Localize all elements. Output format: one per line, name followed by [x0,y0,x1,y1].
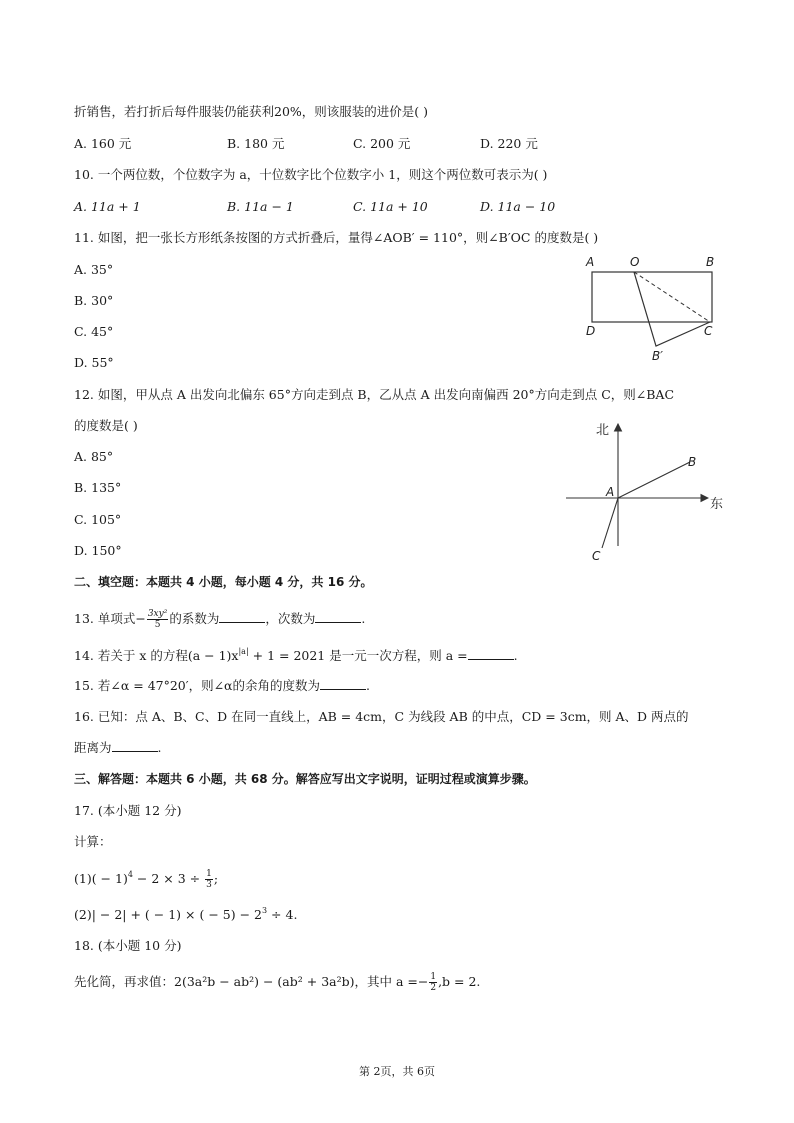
label-b: B [706,255,715,269]
label-a: A [606,485,615,499]
q13-blank-degree[interactable] [315,610,361,623]
ray-ac [602,498,618,548]
folded-flap [634,272,710,346]
q10-stem: 10. 一个两位数，个位数字为 a，十位数字比个位数字小 1，则这个两位数可表示为( ) [74,167,548,182]
q18-prefix: 先化简，再求值：2(3a²b − ab²) − (ab² + 3a²b)，其中 a =− [74,974,429,989]
label-c: C [704,324,713,338]
section2-title: 二、填空题：本题共 4 小题，每小题 4 分，共 16 分。 [74,575,373,589]
east-label: 东 [710,497,724,512]
q14-line: 14. 若关于 x 的方程$(a - 1)x^{|a|} + 1 = 2021$ 是一元一次方程，则 a = . [74,647,518,663]
q17-header: 17. (本小题 12 分) [74,803,182,818]
label-c: C [592,549,601,563]
q18-frac-num: 1 [430,972,437,982]
q12-stem-line1: 12. 如图，甲从点 A 出发向北偏东 65°方向走到点 B，乙从点 A 出发向南偏西 20°方向走到点 C，则∠BAC [74,387,675,402]
q17-part1-prefix: (1)( − 1) [74,871,128,886]
q18-fraction [429,972,437,993]
q9-option-a[interactable]: A. 160 元 [74,136,132,151]
q11-stem: 11. 如图，把一张长方形纸条按图的方式折叠后，量得∠AOB′ = 110°，则∠B′OC 的度数是( ) [74,230,599,245]
q13-frac-den: 5 [154,620,161,630]
q9-stem-tail: 折销售，若打折后每件服装仍能获利20%，则该服装的进价是( ) [74,104,429,119]
q13-frac-num: 3xy² [147,609,168,619]
q17-part1-frac-den: 3 [206,880,212,890]
label-d: D [586,324,596,338]
q11-option-c[interactable]: C. 45° [74,324,114,339]
q13-suffix-1: 的系数为 [169,611,220,626]
q10-option-d[interactable]: D. 11a − 10 [480,199,556,214]
q13-blank-coefficient[interactable] [219,610,265,623]
q12-option-b[interactable]: B. 135° [74,480,122,495]
q9-option-c[interactable]: C. 200 元 [353,136,411,151]
label-b-prime: B′ [652,349,663,363]
q17-part1-exp: 4 [127,870,133,879]
q12-direction-figure [562,416,732,566]
q13-prefix: 13. 单项式− [74,611,146,626]
q14-blank[interactable] [468,647,514,660]
q14-suffix: + 1 = 2021 是一元一次方程，则 a = [248,648,468,663]
page-footer: 第 2页，共 6页 [359,1065,435,1078]
q16-line1: 16. 已知：点 A、B、C、D 在同一直线上，AB = 4cm，C 为线段 AB 的中点，CD = 3cm，则 A、D 两点的 [74,709,689,724]
q13-line: 13. 单项式− $\frac{\text{3xy²}}{5}$ 的系数为 ，次数为 . [74,609,366,630]
q13-suffix-2: ，次数为 [265,611,316,626]
section3-title: 三、解答题：本题共 6 小题，共 68 分。解答应写出文字说明，证明过程或演算步骤。 [74,772,536,786]
q17-part2 [74,906,297,924]
paper-strip-rect [592,272,712,322]
q18-frac-den: 2 [430,983,437,993]
q12-stem-line2: 的度数是( ) [74,418,138,433]
q17-part2-prefix: (2)| − 2| + ( − 1) × ( − 5) − 2 [74,907,262,922]
q15-line: 15. 若∠α = 47°20′，则∠α的余角的度数为 . [74,678,370,693]
q16-line2: 距离为 . [74,740,162,755]
q17-intro: 计算： [74,834,112,849]
q17-part1 [74,869,218,890]
q9-option-d[interactable]: D. 220 元 [480,136,538,151]
ray-ab [618,462,690,498]
q17-part1-end: ; [213,871,219,886]
q11-option-a[interactable]: A. 35° [74,262,114,277]
q18-line [74,972,480,993]
q12-option-c[interactable]: C. 105° [74,512,122,527]
q13-fraction [147,609,169,630]
q12-option-d[interactable]: D. 150° [74,543,122,558]
q11-folded-rectangle-figure [580,250,720,368]
q9-option-b[interactable]: B. 180 元 [227,136,285,151]
label-o: O [630,255,640,269]
q17-part2-exp: 3 [261,906,268,915]
label-a: A [586,255,595,269]
q10-option-c[interactable]: C. 11a + 10 [353,199,428,214]
q16-blank[interactable] [112,739,158,752]
q18-end: ,b = 2. [438,974,481,989]
q17-part1-mid: − 2 × 3 ÷ [132,871,205,886]
q14-exponent: |a| [238,647,249,656]
q10-option-b[interactable]: B. 11a − 1 [227,199,294,214]
q16-line2-text: 距离为 [74,740,112,755]
q12-option-a[interactable]: A. 85° [74,449,114,464]
label-b: B [688,455,697,469]
q10-option-a[interactable]: A. 11a + 1 [74,199,141,214]
q11-option-b[interactable]: B. 30° [74,293,114,308]
fold-line-oc [634,272,710,322]
q18-header: 18. (本小题 10 分) [74,938,182,953]
q17-part2-end: ÷ 4. [267,907,298,922]
q14-prefix: 14. 若关于 x 的方程(a − 1)x [74,648,239,663]
north-label: 北 [596,423,610,438]
q17-part1-frac-num: 1 [206,869,212,879]
q11-option-d[interactable]: D. 55° [74,355,114,370]
q17-part1-fraction [205,869,213,890]
q15-text: 15. 若∠α = 47°20′，则∠α的余角的度数为 [74,678,321,693]
q15-blank[interactable] [320,677,366,690]
